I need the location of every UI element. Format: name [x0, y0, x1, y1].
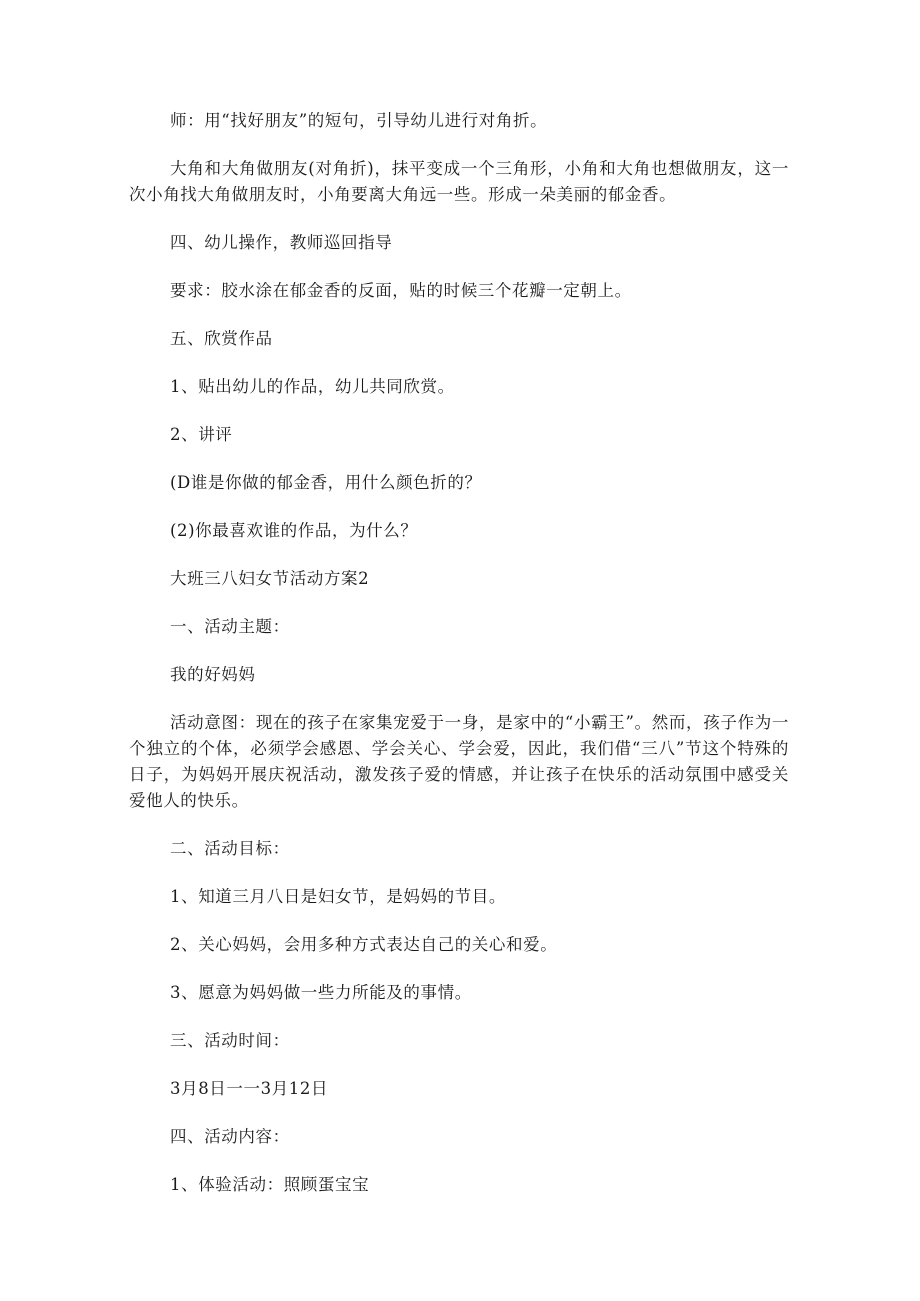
section-title-plan-2: 大班三八妇女节活动方案2	[170, 569, 370, 588]
heading-activity-time: 三、活动时间：	[170, 1031, 290, 1050]
heading-activity-theme: 一、活动主题：	[170, 617, 290, 636]
paragraph-theme-name: 我的好妈妈	[170, 665, 256, 684]
paragraph-instruction: 师：用“找好朋友”的短句，引导幼儿进行对角折。	[170, 111, 548, 130]
list-item-comment: 2、讲评	[170, 425, 233, 444]
heading-appreciate-works: 五、欣赏作品	[170, 329, 273, 348]
document-body	[129, 108, 789, 1220]
paragraph-activity-intent: 活动意图：现在的孩子在家集宠爱于一身，是家中的“小霸王”。然而，孩子作为一个独立的个体，必须学会感恩、学会关心、学会爱，因此，我们借“三八”节这个特殊的日子，为妈妈开展庆祝活动，激发孩子爱的情感，并让孩子在快乐的活动氛围中感受关爱他人的快乐。	[129, 713, 789, 810]
list-item-experience-activity: 1、体验活动：照顾蛋宝宝	[170, 1175, 370, 1194]
heading-activity-goals: 二、活动目标：	[170, 839, 290, 858]
heading-activity-content: 四、活动内容：	[170, 1127, 290, 1146]
list-item-goal-3: 3、愿意为妈妈做一些力所能及的事情。	[170, 983, 472, 1002]
question-favorite-work: (2)你最喜欢谁的作品，为什么？	[170, 521, 418, 540]
question-who-made: (D谁是你做的郁金香，用什么颜色折的？	[170, 473, 482, 492]
paragraph-requirement: 要求：胶水涂在郁金香的反面，贴的时候三个花瓣一定朝上。	[170, 281, 632, 300]
heading-child-operation: 四、幼儿操作，教师巡回指导	[170, 233, 393, 252]
paragraph-folding-steps: 大角和大角做朋友(对角折)，抹平变成一个三角形，小角和大角也想做朋友，这一次小角找大角做朋友时，小角要离大角远一些。形成一朵美丽的郁金香。	[129, 159, 789, 204]
list-item-goal-2: 2、关心妈妈，会用多种方式表达自己的关心和爱。	[170, 935, 558, 954]
list-item-goal-1: 1、知道三月八日是妇女节，是妈妈的节目。	[170, 887, 506, 906]
list-item-display-works: 1、贴出幼儿的作品，幼儿共同欣赏。	[170, 377, 455, 396]
paragraph-date-range: 3月8日一一3月12日	[170, 1079, 329, 1098]
